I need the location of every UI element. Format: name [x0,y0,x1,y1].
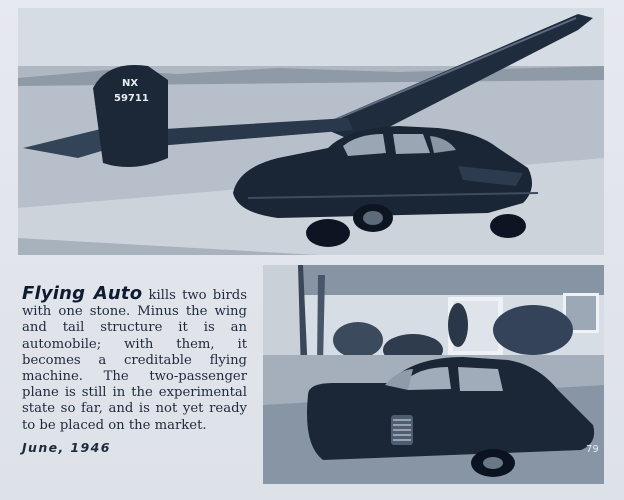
tail-registration-line2: 59711 [114,93,149,104]
tail-registration-line1: NX [122,78,139,89]
article-headline: Flying Auto [22,283,143,304]
issue-dateline: June, 1946 [22,440,111,455]
page-number: 79 [586,444,599,455]
article-body: kills two birds with one stone. Minus the wing and tail structure it is an automobile; with them, it becomes a creditable flying machine. The two-passenger plane is still in the experimental state so far, and is not yet ready to be placed on the market. [22,288,247,433]
flying-auto-photo [18,8,604,255]
article-caption [22,283,247,434]
automobile-photo [263,265,604,484]
